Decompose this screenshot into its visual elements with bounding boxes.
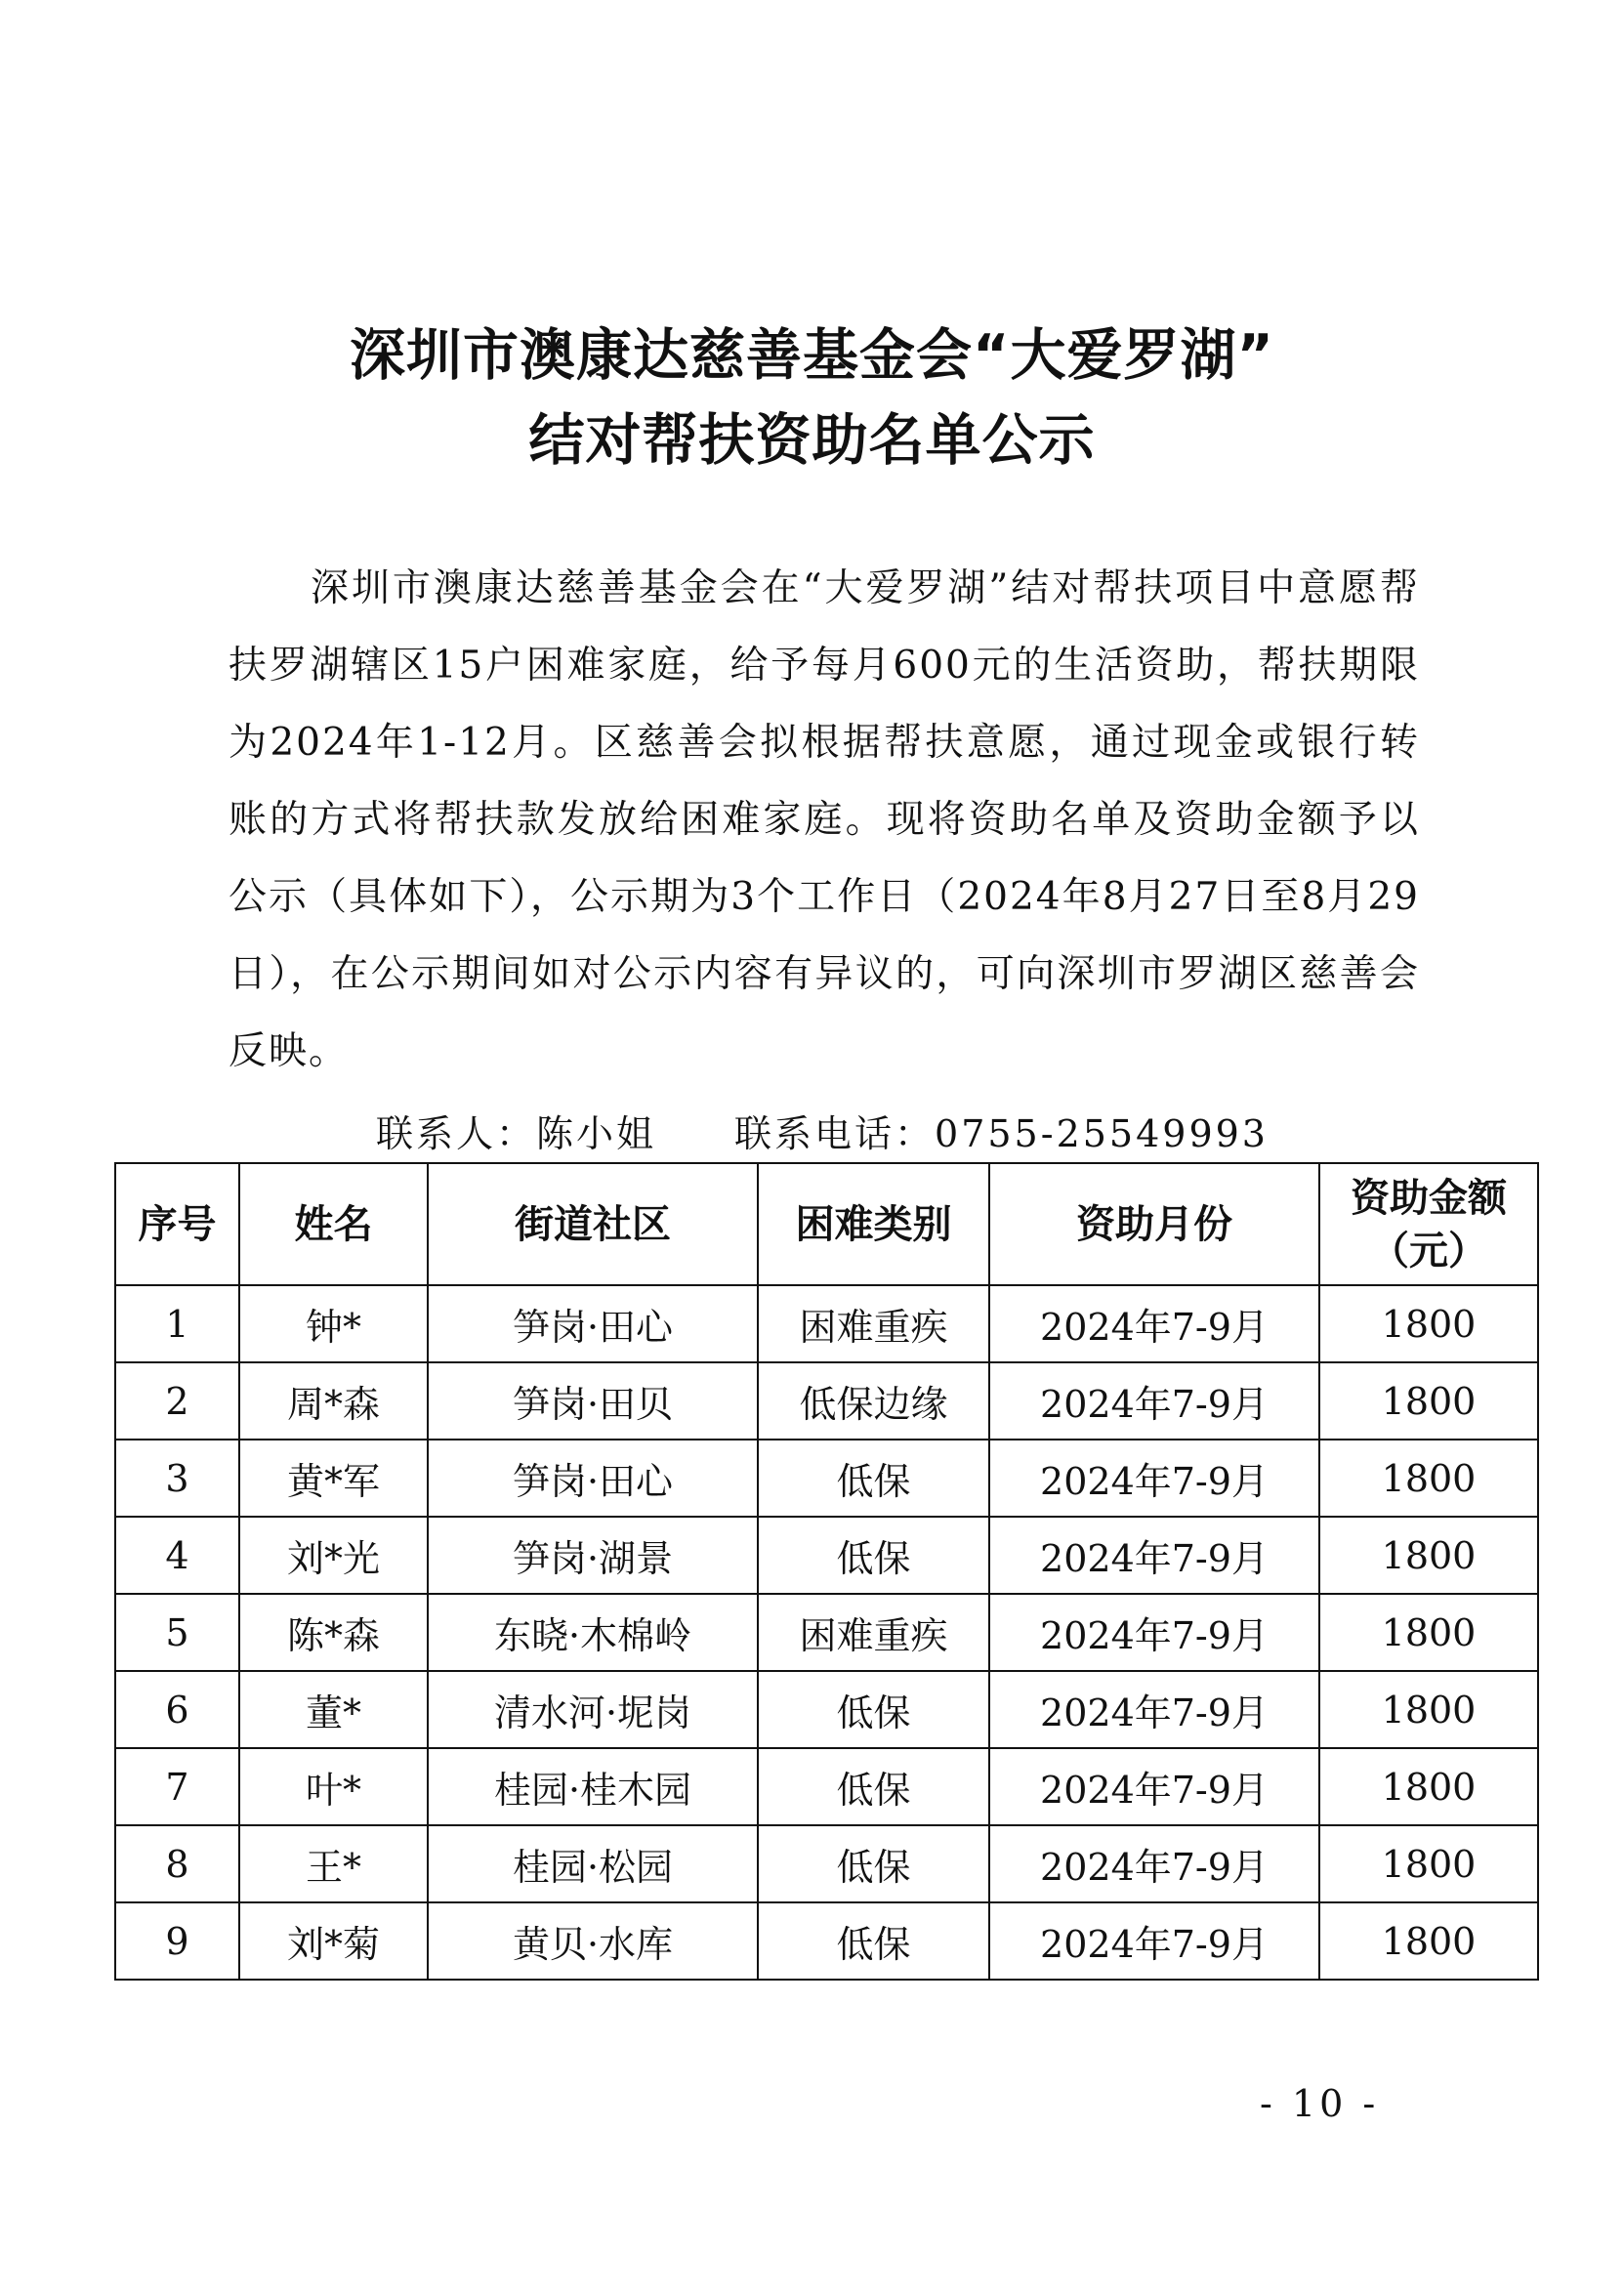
table-row: [115, 1748, 1538, 1825]
cell-name: 陈*森: [239, 1594, 428, 1671]
cell-name: 刘*光: [239, 1517, 428, 1594]
document-title-line-1: 深圳市澳康达慈善基金会“大爱罗湖”: [350, 323, 1274, 388]
cell-months: 2024年7-9月: [989, 1362, 1319, 1440]
table-row: [115, 1440, 1538, 1517]
cell-index: 5: [115, 1594, 239, 1671]
cell-amount: 1800: [1319, 1748, 1538, 1825]
cell-name: 刘*菊: [239, 1902, 428, 1980]
cell-category: 低保: [758, 1902, 989, 1980]
table-row: [115, 1517, 1538, 1594]
cell-community: 笋岗·田心: [428, 1285, 758, 1362]
table-row: [115, 1362, 1538, 1440]
table-row: [115, 1594, 1538, 1671]
table-row: [115, 1902, 1538, 1980]
cell-months: 2024年7-9月: [989, 1748, 1319, 1825]
header-index: 序号: [115, 1163, 239, 1285]
contact-line: [376, 1104, 1269, 1157]
cell-amount: 1800: [1319, 1285, 1538, 1362]
cell-amount: 1800: [1319, 1671, 1538, 1748]
cell-name: 钟*: [239, 1285, 428, 1362]
cell-months: 2024年7-9月: [989, 1594, 1319, 1671]
cell-months: 2024年7-9月: [989, 1671, 1319, 1748]
funding-table: [114, 1162, 1539, 1981]
cell-category: 低保: [758, 1825, 989, 1902]
cell-index: 1: [115, 1285, 239, 1362]
cell-amount: 1800: [1319, 1362, 1538, 1440]
cell-index: 4: [115, 1517, 239, 1594]
header-name: 姓名: [239, 1163, 428, 1285]
cell-amount: 1800: [1319, 1517, 1538, 1594]
cell-name: 黄*军: [239, 1440, 428, 1517]
intro-paragraph: 深圳市澳康达慈善基金会在“大爱罗湖”结对帮扶项目中意愿帮扶罗湖辖区15户困难家庭，给予每月600元的生活资助，帮扶期限为2024年1-12月。区慈善会拟根据帮扶意愿，通过现金或银行转账的方式将帮扶款发放给困难家庭。现将资助名单及资助金额予以公示（具体如下），公示期为3个工作日（2024年8月27日至8月29日），在公示期间如对公示内容有异议的，可向深圳市罗湖区慈善会反映。: [229, 566, 1420, 1073]
table-body: [115, 1285, 1538, 1980]
header-category: 困难类别: [758, 1163, 989, 1285]
cell-amount: 1800: [1319, 1594, 1538, 1671]
cell-community: 桂园·松园: [428, 1825, 758, 1902]
cell-category: 低保: [758, 1517, 989, 1594]
cell-index: 2: [115, 1362, 239, 1440]
cell-community: 笋岗·田贝: [428, 1362, 758, 1440]
cell-amount: 1800: [1319, 1902, 1538, 1980]
cell-months: 2024年7-9月: [989, 1825, 1319, 1902]
table-row: [115, 1825, 1538, 1902]
table-row: [115, 1285, 1538, 1362]
cell-community: 清水河·坭岗: [428, 1671, 758, 1748]
cell-category: 低保: [758, 1440, 989, 1517]
page-number: - 10 -: [1260, 2082, 1380, 2125]
table-row: [115, 1671, 1538, 1748]
header-months: 资助月份: [989, 1163, 1319, 1285]
cell-name: 王*: [239, 1825, 428, 1902]
cell-name: 叶*: [239, 1748, 428, 1825]
cell-index: 6: [115, 1671, 239, 1748]
header-amount: 资助金额（元）: [1319, 1163, 1538, 1285]
cell-index: 9: [115, 1902, 239, 1980]
table-header-row: [115, 1163, 1538, 1285]
cell-community: 笋岗·田心: [428, 1440, 758, 1517]
cell-name: 周*森: [239, 1362, 428, 1440]
cell-category: 低保边缘: [758, 1362, 989, 1440]
contact-phone: 联系电话：0755-25549993: [734, 1112, 1269, 1155]
cell-community: 桂园·桂木园: [428, 1748, 758, 1825]
cell-months: 2024年7-9月: [989, 1440, 1319, 1517]
cell-index: 3: [115, 1440, 239, 1517]
cell-category: 低保: [758, 1748, 989, 1825]
cell-name: 董*: [239, 1671, 428, 1748]
cell-category: 困难重疾: [758, 1285, 989, 1362]
cell-amount: 1800: [1319, 1825, 1538, 1902]
cell-months: 2024年7-9月: [989, 1517, 1319, 1594]
cell-index: 7: [115, 1748, 239, 1825]
cell-community: 黄贝·水库: [428, 1902, 758, 1980]
cell-community: 东晓·木棉岭: [428, 1594, 758, 1671]
cell-category: 困难重疾: [758, 1594, 989, 1671]
cell-amount: 1800: [1319, 1440, 1538, 1517]
cell-community: 笋岗·湖景: [428, 1517, 758, 1594]
document-title-line-2: 结对帮扶资助名单公示: [528, 408, 1096, 473]
cell-months: 2024年7-9月: [989, 1902, 1319, 1980]
cell-index: 8: [115, 1825, 239, 1902]
cell-months: 2024年7-9月: [989, 1285, 1319, 1362]
cell-category: 低保: [758, 1671, 989, 1748]
contact-person: 联系人：陈小姐: [376, 1112, 657, 1155]
header-community: 街道社区: [428, 1163, 758, 1285]
